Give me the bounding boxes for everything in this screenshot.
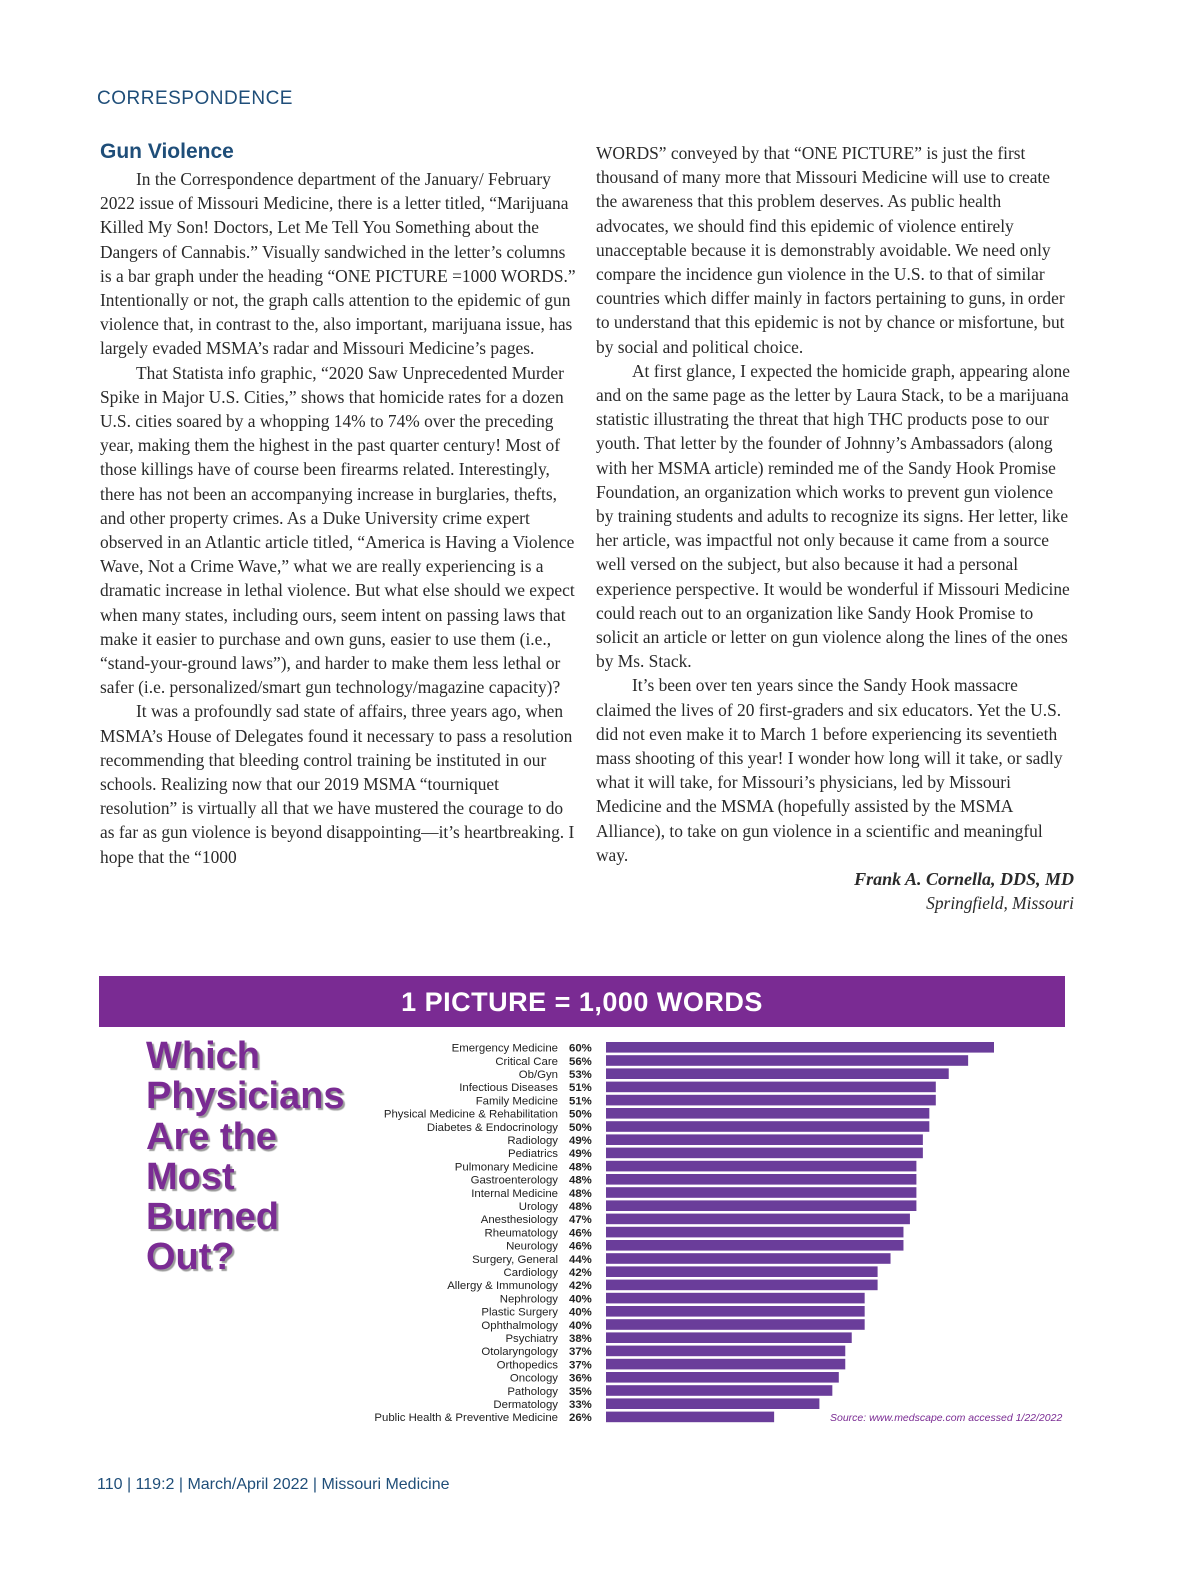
bar bbox=[606, 1161, 916, 1172]
bar bbox=[606, 1372, 839, 1383]
value-label: 33% bbox=[569, 1399, 592, 1411]
value-label: 38% bbox=[569, 1333, 592, 1345]
bar bbox=[606, 1306, 865, 1317]
bar bbox=[606, 1412, 774, 1423]
category-label: Dermatology bbox=[493, 1399, 558, 1411]
category-label: Urology bbox=[518, 1201, 558, 1213]
value-label: 48% bbox=[569, 1187, 592, 1200]
paragraph: At first glance, I expected the homicide graph, appearing alone and on the same page as the letter by Laura Stack, to be a marijuana statistic illustrating the threat that high THC products pose to our youth. That letter by the founder of Johnny’s Ambassadors (along with her MSMA article) reminded me of the Sandy Hook Promise Foundation, an organization which works to prevent gun violence by training students and adults to recognize its signs. Her letter, like her article, was impactful not only because it came from a source well versed on the subject, but also because it had a personal experience perspective. It would be wonderful if Missouri Medicine could reach out to an organization like Sandy Hook Promise to solicit an article or letter on gun violence along the lines of the ones by Ms. Stack. bbox=[596, 360, 1070, 672]
category-label: Family Medicine bbox=[475, 1095, 558, 1108]
signature-location: Springfield, Missouri bbox=[926, 893, 1074, 914]
value-label: 42% bbox=[569, 1280, 592, 1293]
category-label: Orthopedics bbox=[496, 1359, 558, 1372]
value-label: 40% bbox=[569, 1319, 592, 1332]
figure-banner: 1 PICTURE = 1,000 WORDS bbox=[99, 976, 1065, 1027]
category-label: Otolaryngology bbox=[481, 1346, 558, 1359]
category-label: Public Health & Preventive Medicine bbox=[374, 1412, 558, 1425]
category-label: Anesthesiology bbox=[480, 1214, 558, 1227]
bar bbox=[606, 1266, 878, 1277]
bar bbox=[606, 1148, 923, 1159]
category-label: Surgery, General bbox=[472, 1253, 558, 1266]
paragraph: In the Correspondence department of the January/ February 2022 issue of Missouri Medicine, there is a letter titled, “Marijuana Killed My Son! Doctors, Let Me Tell You Something about the Dangers of Cannabis.” Visually sandwiched in the letter’s columns is a bar graph under the heading “ONE PICTURE =1000 WORDS.” Intentionally or not, the graph calls attention to the epidemic of gun violence that, in contrast to the, also important, marijuana issue, has largely evaded MSMA’s radar and Missouri Medicine’s pages. bbox=[100, 169, 576, 359]
bar bbox=[606, 1055, 968, 1066]
bar bbox=[606, 1293, 865, 1304]
value-label: 46% bbox=[569, 1240, 592, 1253]
category-label: Allergy & Immunology bbox=[447, 1280, 558, 1293]
bar bbox=[606, 1108, 929, 1119]
article-right-column bbox=[596, 141, 1074, 916]
value-label: 36% bbox=[569, 1372, 592, 1385]
bar bbox=[606, 1398, 819, 1409]
bar bbox=[606, 1227, 903, 1238]
bar bbox=[606, 1187, 916, 1198]
figure-source: Source: www.medscape.com accessed 1/22/2022 bbox=[830, 1412, 1063, 1424]
value-label: 37% bbox=[569, 1346, 592, 1359]
paragraph: WORDS” conveyed by that “ONE PICTURE” is just the first thousand of many more that Missouri Medicine will use to create the awareness that this problem deserves. As public health advocates, we should find this epidemic of violence entirely unacceptable because it is demonstrably avoidable. We need only compare the incidence gun violence in the U.S. to that of similar countries which differ mainly in factors pertaining to guns, in order to understand that this epidemic is not by chance or misfortune, but by social and political choice. bbox=[596, 143, 1065, 357]
category-label: Ob/Gyn bbox=[518, 1069, 558, 1081]
signature-name: Frank A. Cornella, DDS, MD bbox=[854, 869, 1074, 890]
section-label: CORRESPONDENCE bbox=[97, 88, 293, 109]
category-label: Gastroenterology bbox=[470, 1174, 558, 1187]
value-label: 56% bbox=[569, 1055, 592, 1068]
category-label: Emergency Medicine bbox=[451, 1042, 558, 1055]
value-label: 35% bbox=[569, 1385, 592, 1398]
category-label: Critical Care bbox=[495, 1055, 558, 1068]
bar bbox=[606, 1319, 865, 1330]
value-label: 44% bbox=[569, 1253, 592, 1266]
value-label: 50% bbox=[569, 1121, 592, 1134]
category-label: Oncology bbox=[509, 1372, 558, 1385]
value-label: 40% bbox=[569, 1306, 592, 1319]
page-footer: 110 | 119:2 | March/April 2022 | Missouri Medicine bbox=[97, 1476, 450, 1493]
value-label: 46% bbox=[569, 1227, 592, 1240]
paragraph: It’s been over ten years since the Sandy Hook massacre claimed the lives of 20 first-graders and six educators. Yet the U.S. did not even make it to March 1 before experiencing its seventieth mass shooting of this year! I wonder how long will it take, or sadly what it will take, for Missouri’s physicians, led by Missouri Medicine and the MSMA (hopefully assisted by the MSMA Alliance), to take on gun violence in a scientific and meaningful way. bbox=[596, 675, 1063, 865]
value-label: 40% bbox=[569, 1293, 592, 1306]
figure-title-line: Out? bbox=[146, 1236, 235, 1279]
category-label: Diabetes & Endocrinology bbox=[426, 1121, 558, 1134]
bar bbox=[606, 1174, 916, 1185]
article-heading: Gun Violence bbox=[100, 140, 234, 163]
category-label: Neurology bbox=[506, 1240, 558, 1253]
figure-title-line: Physicians bbox=[146, 1075, 345, 1118]
bar bbox=[606, 1240, 903, 1251]
value-label: 50% bbox=[569, 1108, 592, 1121]
value-label: 48% bbox=[569, 1201, 592, 1213]
bar bbox=[606, 1121, 929, 1132]
figure-title-line: Most bbox=[146, 1155, 235, 1198]
bar bbox=[606, 1082, 936, 1093]
category-label: Internal Medicine bbox=[471, 1187, 558, 1200]
burnout-bar-chart bbox=[340, 1040, 1040, 1426]
value-label: 26% bbox=[569, 1412, 592, 1425]
value-label: 42% bbox=[569, 1267, 592, 1279]
bar bbox=[606, 1346, 845, 1357]
category-label: Infectious Diseases bbox=[459, 1082, 558, 1095]
bar bbox=[606, 1280, 878, 1291]
figure-title bbox=[146, 1036, 345, 1278]
value-label: 49% bbox=[569, 1148, 592, 1161]
category-label: Pathology bbox=[507, 1385, 558, 1398]
category-label: Pulmonary Medicine bbox=[454, 1161, 558, 1174]
bar bbox=[606, 1200, 916, 1211]
bar bbox=[606, 1042, 994, 1053]
category-label: Plastic Surgery bbox=[481, 1306, 558, 1319]
value-label: 53% bbox=[569, 1069, 592, 1081]
value-label: 47% bbox=[569, 1214, 592, 1227]
article-left-column bbox=[100, 167, 578, 869]
value-label: 51% bbox=[569, 1095, 592, 1108]
category-label: Nephrology bbox=[499, 1293, 558, 1306]
category-label: Cardiology bbox=[503, 1267, 558, 1279]
category-label: Psychiatry bbox=[505, 1333, 558, 1345]
bar bbox=[606, 1068, 949, 1079]
bar bbox=[606, 1134, 923, 1145]
value-label: 49% bbox=[569, 1135, 592, 1147]
category-label: Ophthalmology bbox=[481, 1319, 558, 1332]
category-label: Physical Medicine & Rehabilitation bbox=[383, 1108, 558, 1121]
category-label: Radiology bbox=[507, 1135, 558, 1147]
bar bbox=[606, 1385, 832, 1396]
paragraph: That Statista info graphic, “2020 Saw Unprecedented Murder Spike in Major U.S. Cities,” shows that homicide rates for a dozen U.S. cities soared by a whopping 14% to 74% over the preceding year, making them the highest in the past quarter century! Most of those killings have of course been firearms related. Interestingly, there has not been an accompanying increase in burglaries, thefts, and other property crimes. As a Duke University crime expert observed in an Atlantic article titled, “America is Having a Violence Wave, Not a Crime Wave,” what we are really experiencing is a dramatic increase in lethal violence. But what else should we expect when many states, including ours, seem intent on passing laws that make it easier to purchase and own guns, easier to use them (i.e., “stand-your-ground laws”), and harder to make them less lethal or safer (i.e. personalized/smart gun technology/magazine capacity)? bbox=[100, 362, 575, 698]
category-label: Rheumatology bbox=[484, 1227, 558, 1240]
figure-title-line: Burned bbox=[146, 1196, 279, 1239]
bar bbox=[606, 1214, 910, 1225]
paragraph: It was a profoundly sad state of affairs, three years ago, when MSMA’s House of Delegates found it necessary to pass a resolution recommending that bleeding control training be instituted in our schools. Realizing now that our 2019 MSMA “tourniquet resolution” is virtually all that we have mustered the courage to do as far as gun violence is beyond disappointing—it’s heartbreaking. I hope that the “1000 bbox=[100, 701, 575, 867]
value-label: 51% bbox=[569, 1082, 592, 1095]
bar bbox=[606, 1095, 936, 1106]
value-label: 48% bbox=[569, 1174, 592, 1187]
category-label: Pediatrics bbox=[507, 1148, 558, 1161]
bar bbox=[606, 1359, 845, 1370]
value-label: 60% bbox=[569, 1042, 592, 1055]
bar bbox=[606, 1332, 852, 1343]
figure-title-line: Are the bbox=[146, 1115, 277, 1158]
bar bbox=[606, 1253, 891, 1264]
value-label: 48% bbox=[569, 1161, 592, 1174]
figure-title-line: Which bbox=[146, 1035, 260, 1077]
value-label: 37% bbox=[569, 1359, 592, 1372]
